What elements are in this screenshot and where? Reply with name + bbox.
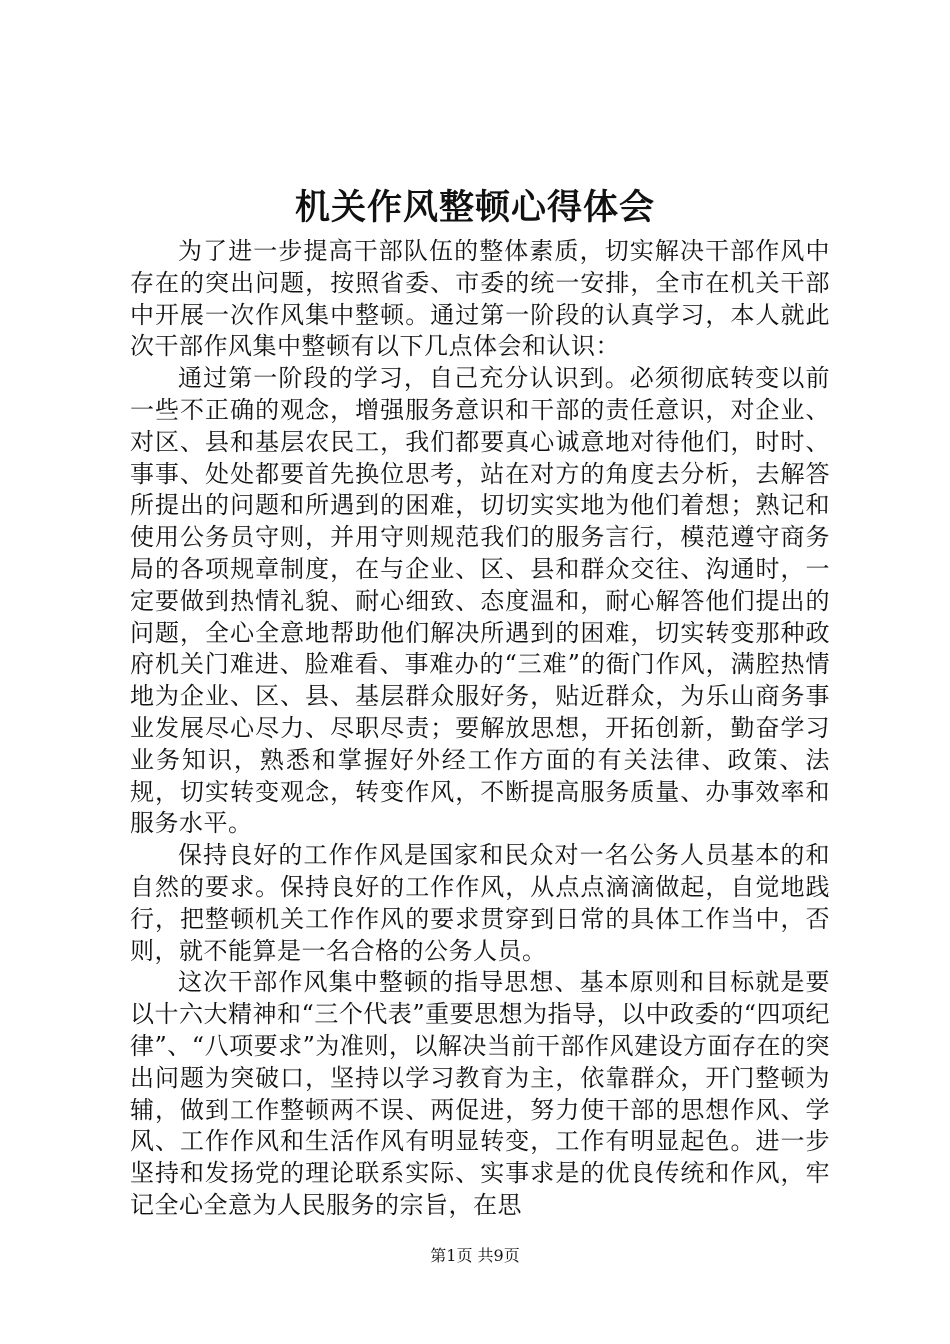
paragraph-4: 这次干部作风集中整顿的指导思想、基本原则和目标就是要以十六大精神和“三个代表”重要思想为指导，以中政委的“四项纪律”、“八项要求”为准则，以解决当前干部作风建设方面存在的突出问题为突破口，坚持以学习教育为主，依靠群众，开门整顿为辅，做到工作整顿两不误、两促进，努力使干部的思想作风、学风、工作作风和生活作风有明显转变，工作有明显起色。进一步坚持和发扬党的理论联系实际、实事求是的优良传统和作风，牢记全心全意为人民服务的宗旨，在思 [130,968,830,1219]
paragraph-1: 为了进一步提高干部队伍的整体素质，切实解决干部作风中存在的突出问题，按照省委、市委的统一安排，全市在机关干部中开展一次作风集中整顿。通过第一阶段的认真学习，本人就此次干部作风集中整顿有以下几点体会和认识： [130,237,830,361]
page-number-footer: 第1页 共9页 [430,1246,520,1265]
paragraph-3: 保持良好的工作作风是国家和民众对一名公务人员基本的和自然的要求。保持良好的工作作风，从点点滴滴做起，自觉地践行，把整顿机关工作作风的要求贯穿到日常的具体工作当中，否则，就不能算是一名合格的公务人员。 [130,841,830,965]
paragraph-2: 通过第一阶段的学习，自己充分认识到。必须彻底转变以前一些不正确的观念，增强服务意识和干部的责任意识，对企业、对区、县和基层农民工，我们都要真心诚意地对待他们，时时、事事、处处都要首先换位思考，站在对方的角度去分析，去解答所提出的问题和所遇到的困难，切切实实地为他们着想；熟记和使用公务员守则，并用守则规范我们的服务言行，模范遵守商务局的各项规章制度，在与企业、区、县和群众交往、沟通时，一定要做到热情礼貌、耐心细致、态度温和，耐心解答他们提出的问题，全心全意地帮助他们解决所遇到的困难，切实转变那种政府机关门难进、脸难看、事难办的“三难”的衙门作风，满腔热情地为企业、区、县、基层群众服好务，贴近群众，为乐山商务事业发展尽心尽力、尽职尽责；要解放思想，开拓创新，勤奋学习业务知识，熟悉和掌握好外经工作方面的有关法律、政策、法规，切实转变观念，转变作风，不断提高服务质量、办事效率和服务水平。 [130,364,830,838]
page-title: 机关作风整顿心得体会 [294,187,655,228]
document-body [130,236,830,1222]
